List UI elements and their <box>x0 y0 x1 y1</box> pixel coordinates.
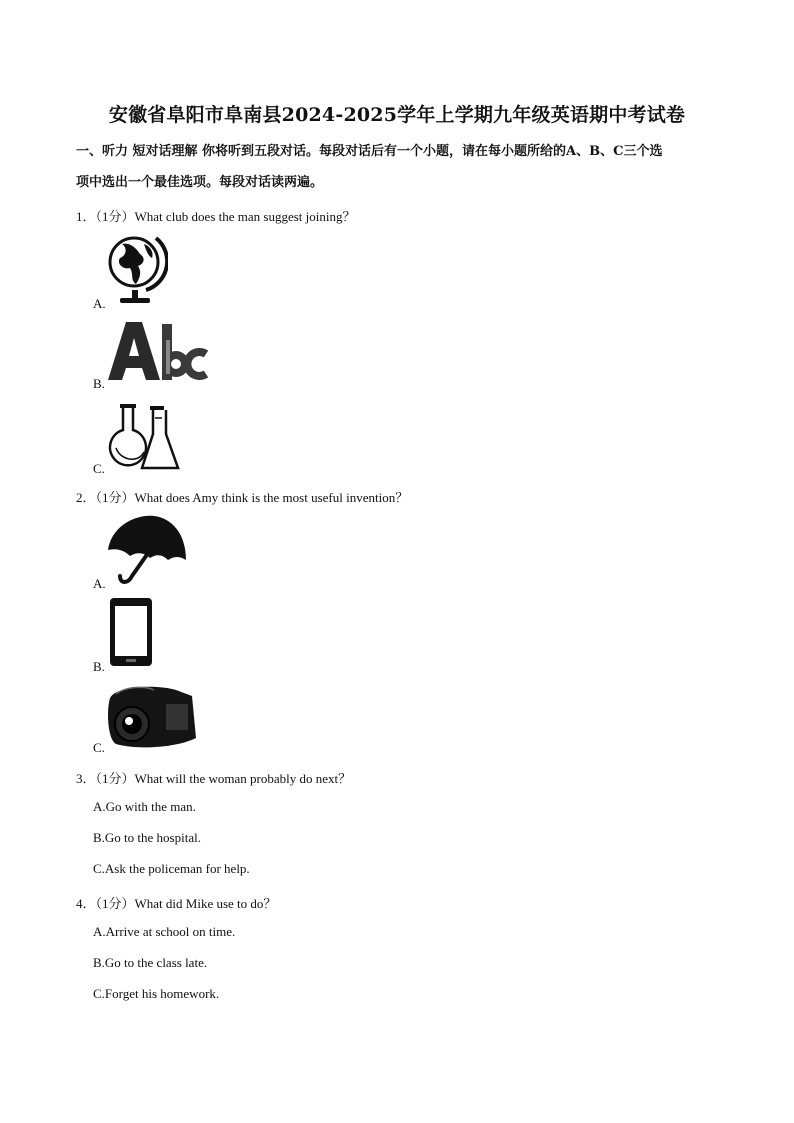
option-c: C.Ask the policeman for help. <box>93 861 250 876</box>
question-number: 4．（1分） <box>76 896 135 911</box>
question-1 <box>76 206 355 225</box>
question-text: What did Mike use to do？ <box>134 896 277 911</box>
option-a: A.Arrive at school on time. <box>93 924 236 939</box>
smartphone-icon <box>108 596 154 668</box>
question-number: 1．（1分） <box>76 209 135 224</box>
question-number: 2．（1分） <box>76 490 135 505</box>
option-label: C. <box>93 740 105 755</box>
option-a: A.Go with the man. <box>93 799 196 814</box>
option-label: A. <box>93 296 106 311</box>
question-4 <box>76 893 276 912</box>
abc-letters-icon <box>106 318 208 384</box>
option-b: B.Go to the hospital. <box>93 830 201 845</box>
camera-icon <box>106 682 198 752</box>
question-2 <box>76 487 408 506</box>
question-3 <box>76 768 351 787</box>
option-label: C. <box>93 461 105 476</box>
option-label: B. <box>93 659 105 674</box>
option-b: B.Go to the class late. <box>93 955 208 970</box>
section-instruction-line1: 一、听力 短对话理解 你将听到五段对话。每段对话后有一个小题，请在每小题所给的A、B、C三个选 <box>76 144 663 159</box>
option-c: C.Forget his homework. <box>93 986 220 1001</box>
option-label: A. <box>93 576 106 591</box>
section-instruction-line2: 项中选出一个最佳选项。每段对话读两遍。 <box>76 175 324 190</box>
question-text: What club does the man suggest joining？ <box>134 209 356 224</box>
question-text: What will the woman probably do next？ <box>134 771 352 786</box>
option-label: B. <box>93 376 105 391</box>
globe-icon <box>106 230 168 306</box>
question-text: What does Amy think is the most useful invention？ <box>134 490 409 505</box>
page-title: 安徽省阜阳市阜南县2024-2025学年上学期九年级英语期中考试卷 <box>108 104 686 126</box>
question-number: 3．（1分） <box>76 771 135 786</box>
lab-flasks-icon <box>108 400 182 472</box>
umbrella-icon <box>106 512 188 588</box>
